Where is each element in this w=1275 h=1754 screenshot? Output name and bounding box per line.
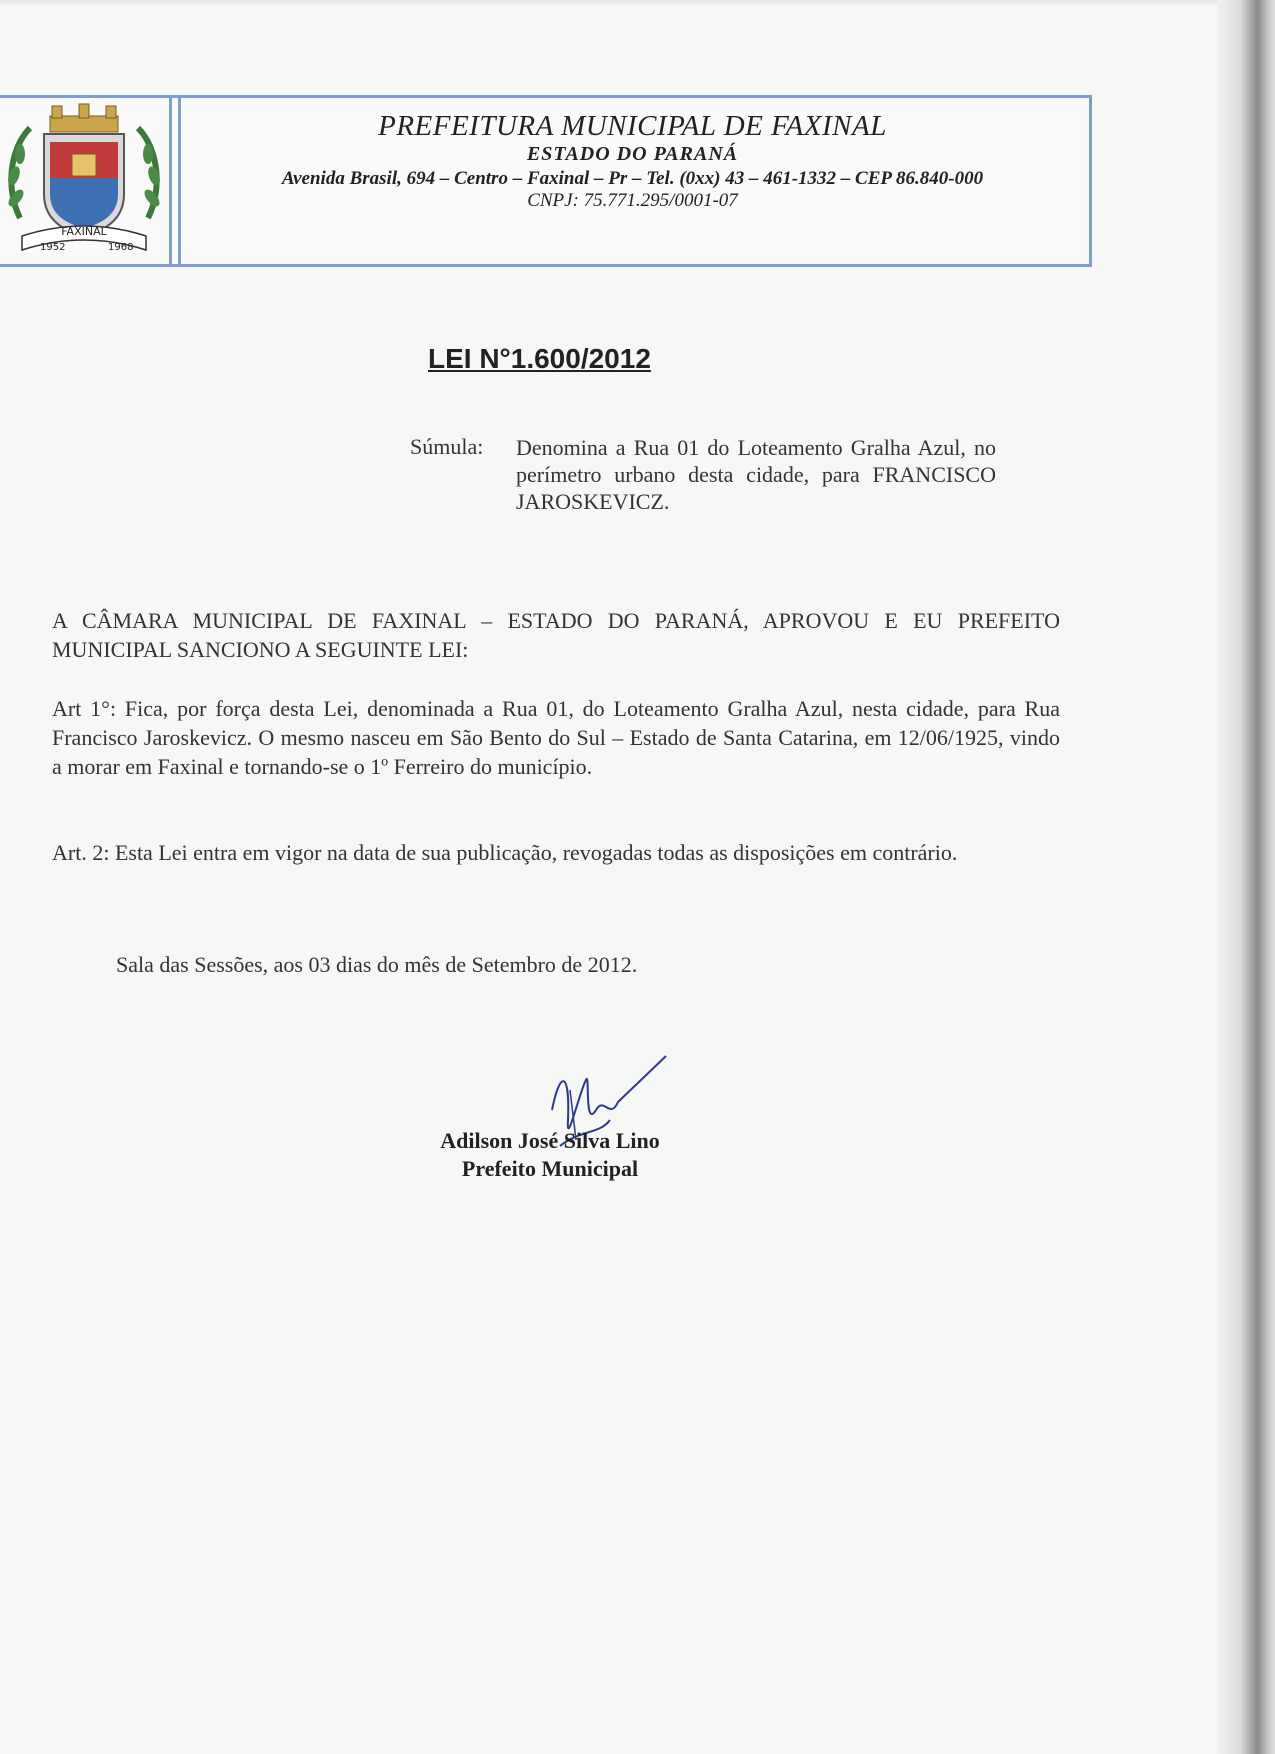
municipal-coat-of-arms <box>0 98 172 264</box>
article-2-paragraph: Art. 2: Esta Lei entra em vigor na data de sua publicação, revogadas todas as disposições em contrário. <box>52 840 958 865</box>
page-binding-edge <box>1217 0 1275 1754</box>
preamble-paragraph: A CÂMARA MUNICIPAL DE FAXINAL – ESTADO DO PARANÁ, APROVOU E EU PREFEITO MUNICIPAL SANCIONO A SEGUINTE LEI: <box>52 608 1060 662</box>
sumula-text: Denomina a Rua 01 do Loteamento Gralha Azul, no perímetro urbano desta cidade, para FRANCISCO JAROSKEVICZ. <box>516 435 996 514</box>
signatory-role: Prefeito Municipal <box>461 1156 639 1181</box>
address-line: Avenida Brasil, 694 – Centro – Faxinal – Pr – Tel. (0xx) 43 – 461-1332 – CEP 86.840-000 <box>281 168 984 189</box>
state-name: ESTADO DO PARANÁ <box>526 143 739 165</box>
svg-text:1952: 1952 <box>40 242 66 253</box>
place-and-date: Sala das Sessões, aos 03 dias do mês de Setembro de 2012. <box>116 952 638 977</box>
cnpj-line: CNPJ: 75.771.295/0001-07 <box>527 190 738 211</box>
coat-of-arms-icon <box>0 98 168 258</box>
law-title: LEI N°1.600/2012 <box>428 343 651 374</box>
letterhead-text <box>178 98 1084 264</box>
article-1-paragraph: Art 1°: Fica, por força desta Lei, denominada a Rua 01, do Loteamento Gralha Azul, nesta cidade, para Rua Francisco Jaroskevicz. O mesmo nasceu em São Bento do Sul – Estado de Santa Catarina, em 12/06/1925, vindo a morar em Faxinal e tornando-se o 1º Ferreiro do município. <box>52 696 1060 779</box>
svg-text:1968: 1968 <box>108 242 134 253</box>
letterhead <box>0 95 1092 267</box>
sumula-label: Súmula: <box>410 434 484 459</box>
page-top-edge <box>0 0 1217 6</box>
municipality-title: PREFEITURA MUNICIPAL DE FAXINAL <box>378 110 887 142</box>
signatory-name: Adilson José Silva Lino <box>440 1128 660 1153</box>
svg-text:FAXINAL: FAXINAL <box>61 225 107 238</box>
